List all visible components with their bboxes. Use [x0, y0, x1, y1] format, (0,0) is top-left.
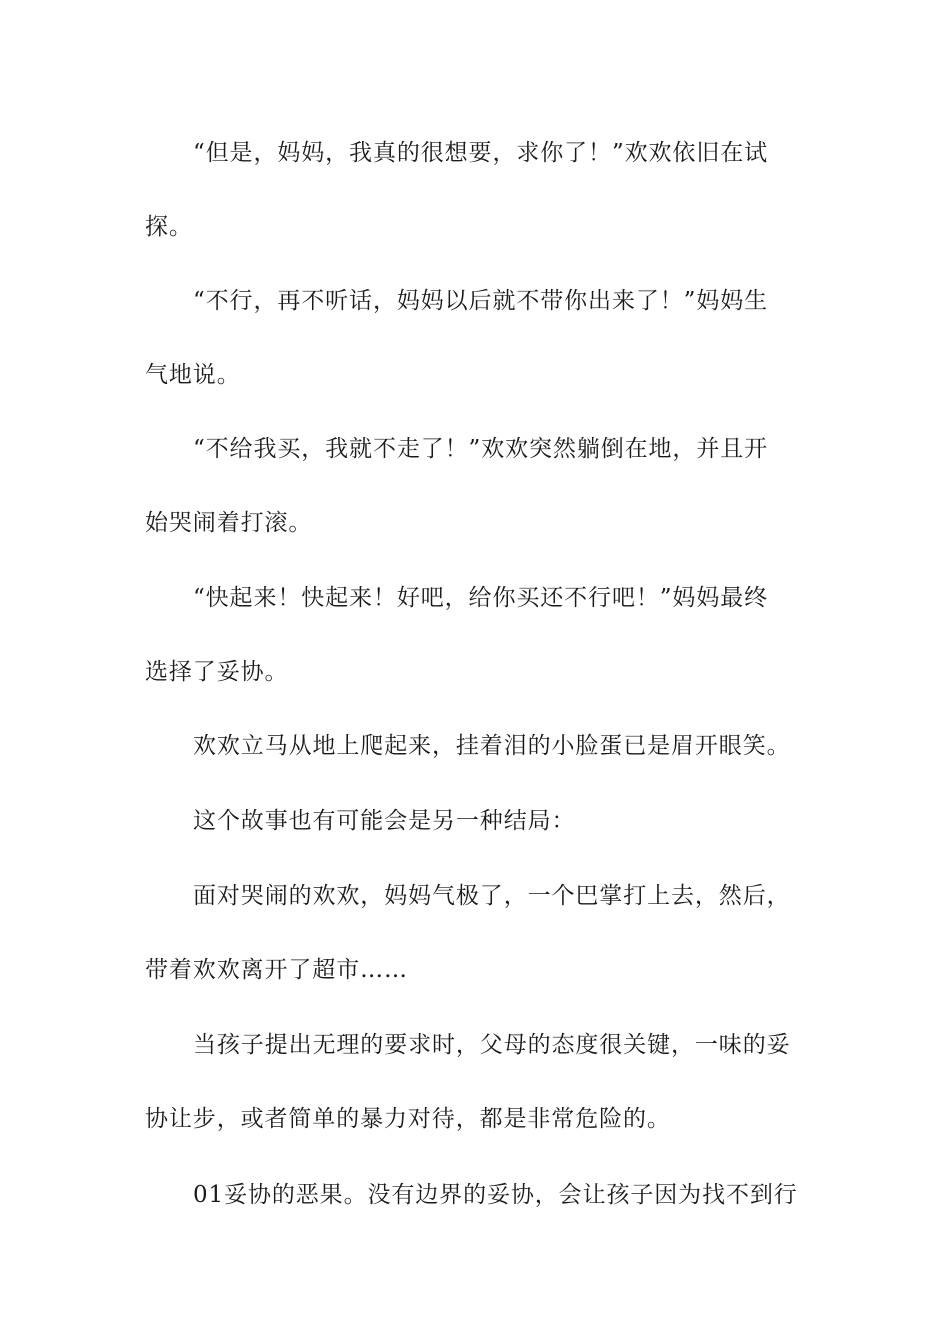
paragraph-3-line-1: “不给我买，我就不走了！”欢欢突然躺倒在地，并且开 — [193, 436, 769, 462]
paragraph-3-line-2: 始哭闹着打滚。 — [145, 510, 313, 536]
paragraph-7-line-1: 面对哭闹的欢欢，妈妈气极了，一个巴掌打上去，然后， — [193, 883, 791, 909]
paragraph-5-line-1: 欢欢立马从地上爬起来，挂着泪的小脸蛋已是眉开眼笑。 — [193, 733, 791, 759]
paragraph-7-line-2: 带着欢欢离开了超市…… — [145, 957, 408, 983]
paragraph-1-line-1: “但是，妈妈，我真的很想要，求你了！”欢欢依旧在试 — [193, 140, 769, 166]
paragraph-8-line-2: 协让步，或者简单的暴力对待，都是非常危险的。 — [145, 1106, 671, 1132]
paragraph-2-line-2: 气地说。 — [145, 362, 241, 388]
paragraph-8-line-1: 当孩子提出无理的要求时，父母的态度很关键，一味的妥 — [193, 1032, 791, 1058]
paragraph-9-line-1: 01妥协的恶果。没有边界的妥协，会让孩子因为找不到行 — [193, 1182, 798, 1208]
paragraph-4-line-1: “快起来！快起来！好吧，给你买还不行吧！”妈妈最终 — [193, 585, 769, 611]
paragraph-1-line-2: 探。 — [145, 214, 193, 240]
paragraph-4-line-2: 选择了妥协。 — [145, 659, 289, 685]
paragraph-2-line-1: “不行，再不听话，妈妈以后就不带你出来了！”妈妈生 — [193, 288, 769, 314]
paragraph-6-line-1: 这个故事也有可能会是另一种结局： — [193, 808, 576, 834]
